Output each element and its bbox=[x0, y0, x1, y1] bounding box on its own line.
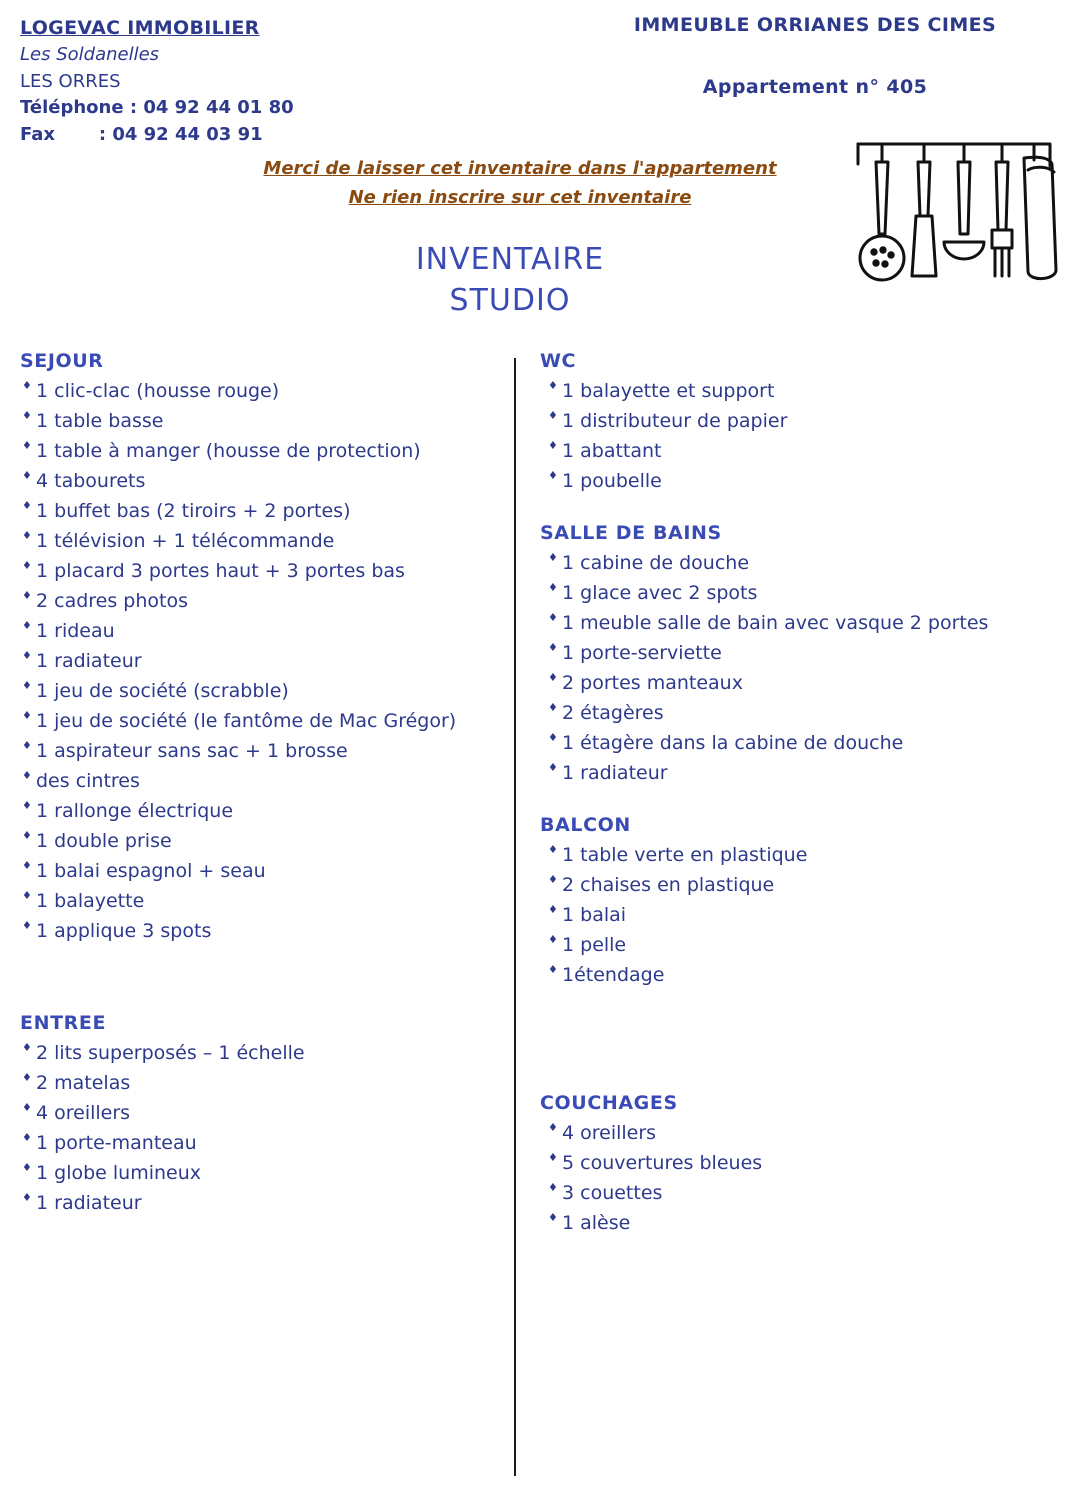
section-balcon bbox=[540, 814, 1050, 990]
list-item: ♦ 4 oreillers bbox=[20, 1098, 500, 1128]
kitchen-utensils-icon bbox=[852, 130, 1062, 305]
list-item: ♦ 1 buffet bas (2 tiroirs + 2 portes) bbox=[20, 496, 500, 526]
list-item: ♦ 1 jeu de société (le fantôme de Mac Grégor) bbox=[20, 706, 500, 736]
list-item: ♦ 1étendage bbox=[540, 960, 1050, 990]
fax-label: Fax bbox=[20, 123, 55, 145]
section-title-sejour: SEJOUR bbox=[20, 350, 104, 372]
left-column-spacer bbox=[20, 952, 500, 1012]
list-item: ♦ 1 meuble salle de bain avec vasque 2 portes bbox=[540, 608, 1050, 638]
phone-value: 04 92 44 01 80 bbox=[143, 97, 294, 119]
phone-label: Téléphone : bbox=[20, 97, 138, 119]
list-item: ♦ 1 balayette bbox=[20, 886, 500, 916]
list-item: ♦ 1 glace avec 2 spots bbox=[540, 578, 1050, 608]
list-item: ♦ 1 porte-manteau bbox=[20, 1128, 500, 1158]
list-item: ♦ 4 oreillers bbox=[540, 1118, 1050, 1148]
left-column bbox=[20, 350, 500, 1224]
list-item: ♦ 2 lits superposés – 1 échelle bbox=[20, 1038, 500, 1068]
column-divider bbox=[514, 358, 516, 1476]
company-name: LOGEVAC IMMOBILIER bbox=[20, 17, 260, 39]
list-item: ♦ 1 radiateur bbox=[20, 1188, 500, 1218]
list-item: ♦ 1 télévision + 1 télécommande bbox=[20, 526, 500, 556]
list-item: ♦ 1 balayette et support bbox=[540, 376, 1050, 406]
section-title-entree: ENTREE bbox=[20, 1012, 107, 1035]
item-list-balcon bbox=[540, 840, 1050, 990]
section-entree bbox=[20, 1012, 500, 1218]
building-name: IMMEUBLE ORRIANES DES CIMES bbox=[633, 14, 997, 36]
list-item: ♦ 1 jeu de société (scrabble) bbox=[20, 676, 500, 706]
list-item: ♦ 2 chaises en plastique bbox=[540, 870, 1050, 900]
list-item: ♦ 1 porte-serviette bbox=[540, 638, 1050, 668]
list-item: ♦ 2 portes manteaux bbox=[540, 668, 1050, 698]
list-item: ♦ 1 balai espagnol + seau bbox=[20, 856, 500, 886]
title-line-1: INVENTAIRE bbox=[415, 242, 605, 277]
list-item: ♦ 2 matelas bbox=[20, 1068, 500, 1098]
section-title-salle-de-bains: SALLE DE BAINS bbox=[540, 522, 722, 545]
section-wc bbox=[540, 350, 1050, 496]
phone-row bbox=[20, 95, 294, 122]
item-list-couchages bbox=[540, 1118, 1050, 1238]
list-item: ♦ 1 rallonge électrique bbox=[20, 796, 500, 826]
list-item: ♦ 5 couvertures bleues bbox=[540, 1148, 1050, 1178]
list-item: ♦ 1 clic-clac (housse rouge) bbox=[20, 376, 500, 406]
right-column bbox=[540, 350, 1050, 1244]
list-item: ♦ 1 rideau bbox=[20, 616, 500, 646]
list-item: ♦ 1 double prise bbox=[20, 826, 500, 856]
notice-block bbox=[200, 155, 840, 213]
apartment-number: Appartement n° 405 bbox=[702, 76, 928, 98]
list-item: ♦ 1 applique 3 spots bbox=[20, 916, 500, 946]
section-title-wc: WC bbox=[540, 350, 577, 372]
list-item: ♦ 1 pelle bbox=[540, 930, 1050, 960]
list-item: ♦ 3 couettes bbox=[540, 1178, 1050, 1208]
section-sejour bbox=[20, 350, 500, 946]
list-item: ♦ 4 tabourets bbox=[20, 466, 500, 496]
section-salle-de-bains bbox=[540, 522, 1050, 788]
notice-line-1: Merci de laisser cet inventaire dans l'appartement bbox=[263, 158, 777, 179]
section-title-balcon: BALCON bbox=[540, 814, 631, 837]
list-item: ♦ 1 placard 3 portes haut + 3 portes bas bbox=[20, 556, 500, 586]
notice-line-2: Ne rien inscrire sur cet inventaire bbox=[348, 186, 692, 208]
list-item: ♦ 2 cadres photos bbox=[20, 586, 500, 616]
item-list-wc bbox=[540, 376, 1050, 496]
list-item: ♦ 1 table basse bbox=[20, 406, 500, 436]
list-item: ♦ 1 aspirateur sans sac + 1 brosse bbox=[20, 736, 500, 766]
section-title-couchages: COUCHAGES bbox=[540, 1092, 678, 1115]
list-item: ♦ 1 alèse bbox=[540, 1208, 1050, 1238]
list-item: ♦ 1 distributeur de papier bbox=[540, 406, 1050, 436]
list-item: ♦ 1 globe lumineux bbox=[20, 1158, 500, 1188]
list-item: ♦ 1 balai bbox=[540, 900, 1050, 930]
section-couchages bbox=[540, 1092, 1050, 1238]
list-item: ♦ 1 poubelle bbox=[540, 466, 1050, 496]
company-address-line-1: Les Soldanelles bbox=[20, 44, 160, 66]
list-item: ♦ 1 table verte en plastique bbox=[540, 840, 1050, 870]
fax-row bbox=[20, 122, 294, 149]
list-item: ♦ 1 étagère dans la cabine de douche bbox=[540, 728, 1050, 758]
list-item: ♦ 1 cabine de douche bbox=[540, 548, 1050, 578]
list-item: ♦ 1 abattant bbox=[540, 436, 1050, 466]
fax-value: : 04 92 44 03 91 bbox=[98, 123, 263, 145]
list-item: ♦ 2 étagères bbox=[540, 698, 1050, 728]
list-item: ♦ 1 table à manger (housse de protection) bbox=[20, 436, 500, 466]
page-title bbox=[200, 240, 820, 321]
list-item: ♦ des cintres bbox=[20, 766, 500, 796]
item-list-salle-de-bains bbox=[540, 548, 1050, 788]
item-list-entree bbox=[20, 1038, 500, 1218]
building-block bbox=[580, 14, 1050, 98]
title-line-2: STUDIO bbox=[449, 282, 571, 318]
list-item: ♦ 1 radiateur bbox=[20, 646, 500, 676]
company-block bbox=[20, 14, 294, 149]
company-address-line-2: LES ORRES bbox=[20, 70, 121, 92]
right-column-spacer bbox=[540, 996, 1050, 1092]
item-list-sejour bbox=[20, 376, 500, 946]
list-item: ♦ 1 radiateur bbox=[540, 758, 1050, 788]
inventory-columns bbox=[0, 350, 1080, 1480]
